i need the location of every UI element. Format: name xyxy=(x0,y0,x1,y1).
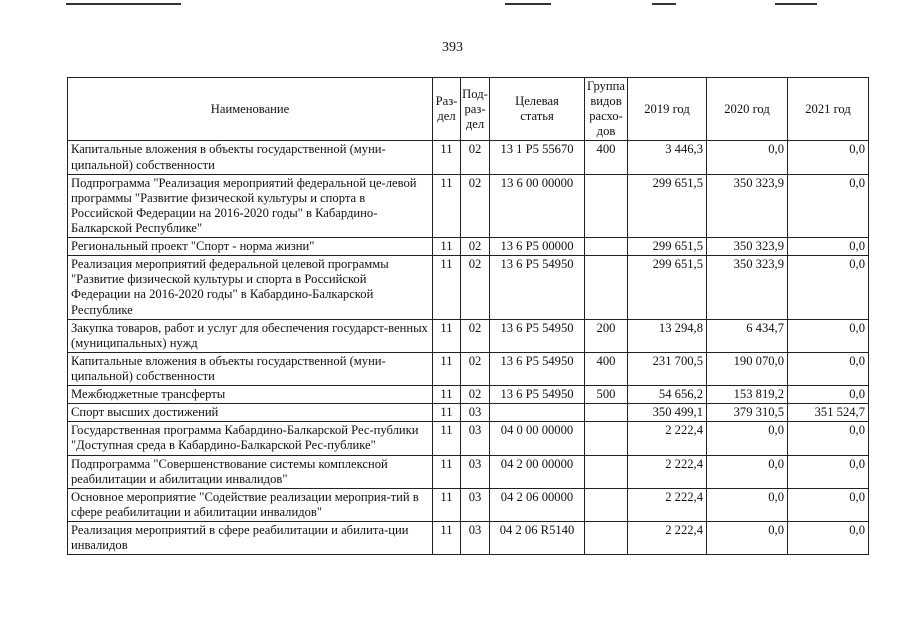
row-amount-2019: 350 499,1 xyxy=(628,404,707,422)
row-razdel: 11 xyxy=(433,352,461,385)
table-row xyxy=(68,174,869,237)
row-name: Реализация мероприятий в сфере реабилитации и абилита-ции инвалидов xyxy=(68,521,433,554)
row-amount-2020: 0,0 xyxy=(707,521,788,554)
row-expense-group: 500 xyxy=(585,386,628,404)
header-name: Наименование xyxy=(68,78,433,141)
table-row xyxy=(68,455,869,488)
row-target-article: 04 2 06 00000 xyxy=(490,488,585,521)
row-name: Межбюджетные трансферты xyxy=(68,386,433,404)
row-expense-group xyxy=(585,238,628,256)
row-amount-2021: 0,0 xyxy=(788,319,869,352)
row-amount-2021: 0,0 xyxy=(788,386,869,404)
row-amount-2020: 350 323,9 xyxy=(707,238,788,256)
row-amount-2021: 0,0 xyxy=(788,174,869,237)
row-podrazdel: 02 xyxy=(461,238,490,256)
top-edge-marks xyxy=(0,0,905,10)
row-razdel: 11 xyxy=(433,141,461,174)
row-amount-2019: 2 222,4 xyxy=(628,422,707,455)
row-expense-group xyxy=(585,174,628,237)
row-name: Подпрограмма "Реализация мероприятий федеральной це-левой программы "Развитие физической культуры и спорта в Российской Федерации на 2016-2020 годы" в Кабардино-Балкарской Республике" xyxy=(68,174,433,237)
row-name: Основное мероприятие "Содействие реализации мероприя-тий в сфере реабилитации и абилитации инвалидов" xyxy=(68,488,433,521)
row-expense-group xyxy=(585,256,628,319)
table-row xyxy=(68,521,869,554)
header-target-article: Целевая статья xyxy=(490,78,585,141)
row-amount-2020: 0,0 xyxy=(707,141,788,174)
row-expense-group xyxy=(585,521,628,554)
budget-table xyxy=(67,77,869,555)
row-amount-2019: 54 656,2 xyxy=(628,386,707,404)
row-target-article: 13 6 P5 00000 xyxy=(490,238,585,256)
row-amount-2020: 0,0 xyxy=(707,422,788,455)
table-row xyxy=(68,404,869,422)
row-amount-2021: 0,0 xyxy=(788,256,869,319)
row-name: Подпрограмма "Совершенствование системы комплексной реабилитации и абилитации инвалидов" xyxy=(68,455,433,488)
table-row xyxy=(68,238,869,256)
row-podrazdel: 03 xyxy=(461,404,490,422)
row-amount-2020: 153 819,2 xyxy=(707,386,788,404)
table-row xyxy=(68,256,869,319)
row-amount-2021: 0,0 xyxy=(788,455,869,488)
header-2020: 2020 год xyxy=(707,78,788,141)
row-podrazdel: 02 xyxy=(461,386,490,404)
row-amount-2020: 379 310,5 xyxy=(707,404,788,422)
row-target-article: 04 0 00 00000 xyxy=(490,422,585,455)
row-target-article: 04 2 06 R5140 xyxy=(490,521,585,554)
row-name: Региональный проект "Спорт - норма жизни" xyxy=(68,238,433,256)
row-amount-2020: 0,0 xyxy=(707,455,788,488)
row-name: Капитальные вложения в объекты государственной (муни-ципальной) собственности xyxy=(68,141,433,174)
row-amount-2020: 6 434,7 xyxy=(707,319,788,352)
row-name: Капитальные вложения в объекты государственной (муни-ципальной) собственности xyxy=(68,352,433,385)
row-podrazdel: 03 xyxy=(461,455,490,488)
row-podrazdel: 03 xyxy=(461,521,490,554)
row-name: Государственная программа Кабардино-Балкарской Рес-публики "Доступная среда в Кабардино-Балкарской Рес-публике" xyxy=(68,422,433,455)
row-amount-2019: 299 651,5 xyxy=(628,238,707,256)
header-expense-group: Группа видов расхо- дов xyxy=(585,78,628,141)
table-row xyxy=(68,422,869,455)
row-amount-2021: 0,0 xyxy=(788,521,869,554)
table-row xyxy=(68,386,869,404)
row-razdel: 11 xyxy=(433,174,461,237)
row-target-article: 13 6 P5 54950 xyxy=(490,352,585,385)
row-amount-2019: 13 294,8 xyxy=(628,319,707,352)
row-target-article xyxy=(490,404,585,422)
row-amount-2021: 0,0 xyxy=(788,422,869,455)
row-name: Спорт высших достижений xyxy=(68,404,433,422)
row-amount-2019: 299 651,5 xyxy=(628,256,707,319)
row-target-article: 13 1 P5 55670 xyxy=(490,141,585,174)
row-amount-2020: 350 323,9 xyxy=(707,256,788,319)
row-podrazdel: 02 xyxy=(461,256,490,319)
row-expense-group: 400 xyxy=(585,352,628,385)
row-podrazdel: 02 xyxy=(461,141,490,174)
row-amount-2021: 0,0 xyxy=(788,238,869,256)
row-expense-group xyxy=(585,488,628,521)
row-amount-2019: 2 222,4 xyxy=(628,455,707,488)
row-expense-group: 400 xyxy=(585,141,628,174)
row-razdel: 11 xyxy=(433,319,461,352)
row-amount-2021: 0,0 xyxy=(788,488,869,521)
row-name: Закупка товаров, работ и услуг для обеспечения государст-венных (муниципальных) нужд xyxy=(68,319,433,352)
row-expense-group: 200 xyxy=(585,319,628,352)
table-row xyxy=(68,141,869,174)
row-target-article: 13 6 P5 54950 xyxy=(490,319,585,352)
table-row xyxy=(68,488,869,521)
row-amount-2019: 2 222,4 xyxy=(628,488,707,521)
row-razdel: 11 xyxy=(433,521,461,554)
row-expense-group xyxy=(585,455,628,488)
row-razdel: 11 xyxy=(433,422,461,455)
row-amount-2021: 351 524,7 xyxy=(788,404,869,422)
row-amount-2021: 0,0 xyxy=(788,141,869,174)
row-razdel: 11 xyxy=(433,256,461,319)
row-expense-group xyxy=(585,404,628,422)
header-2021: 2021 год xyxy=(788,78,869,141)
header-2019: 2019 год xyxy=(628,78,707,141)
table-row xyxy=(68,352,869,385)
row-target-article: 04 2 00 00000 xyxy=(490,455,585,488)
row-amount-2019: 2 222,4 xyxy=(628,521,707,554)
row-expense-group xyxy=(585,422,628,455)
header-razdel: Раз- дел xyxy=(433,78,461,141)
row-amount-2020: 190 070,0 xyxy=(707,352,788,385)
row-amount-2019: 231 700,5 xyxy=(628,352,707,385)
row-podrazdel: 03 xyxy=(461,488,490,521)
row-razdel: 11 xyxy=(433,386,461,404)
row-target-article: 13 6 P5 54950 xyxy=(490,386,585,404)
row-podrazdel: 02 xyxy=(461,352,490,385)
row-podrazdel: 02 xyxy=(461,174,490,237)
row-amount-2019: 3 446,3 xyxy=(628,141,707,174)
row-target-article: 13 6 P5 54950 xyxy=(490,256,585,319)
row-razdel: 11 xyxy=(433,238,461,256)
row-podrazdel: 02 xyxy=(461,319,490,352)
table-header-row xyxy=(68,78,869,141)
row-razdel: 11 xyxy=(433,404,461,422)
row-amount-2021: 0,0 xyxy=(788,352,869,385)
row-razdel: 11 xyxy=(433,488,461,521)
row-razdel: 11 xyxy=(433,455,461,488)
row-target-article: 13 6 00 00000 xyxy=(490,174,585,237)
table-row xyxy=(68,319,869,352)
header-podrazdel: Под- раз- дел xyxy=(461,78,490,141)
page-number: 393 xyxy=(442,40,463,55)
row-amount-2020: 0,0 xyxy=(707,488,788,521)
row-amount-2019: 299 651,5 xyxy=(628,174,707,237)
row-podrazdel: 03 xyxy=(461,422,490,455)
row-amount-2020: 350 323,9 xyxy=(707,174,788,237)
row-name: Реализация мероприятий федеральной целевой программы "Развитие физической культуры и спорта в Российской Федерации на 2016-2020 годы" в Кабардино-Балкарской Республике xyxy=(68,256,433,319)
